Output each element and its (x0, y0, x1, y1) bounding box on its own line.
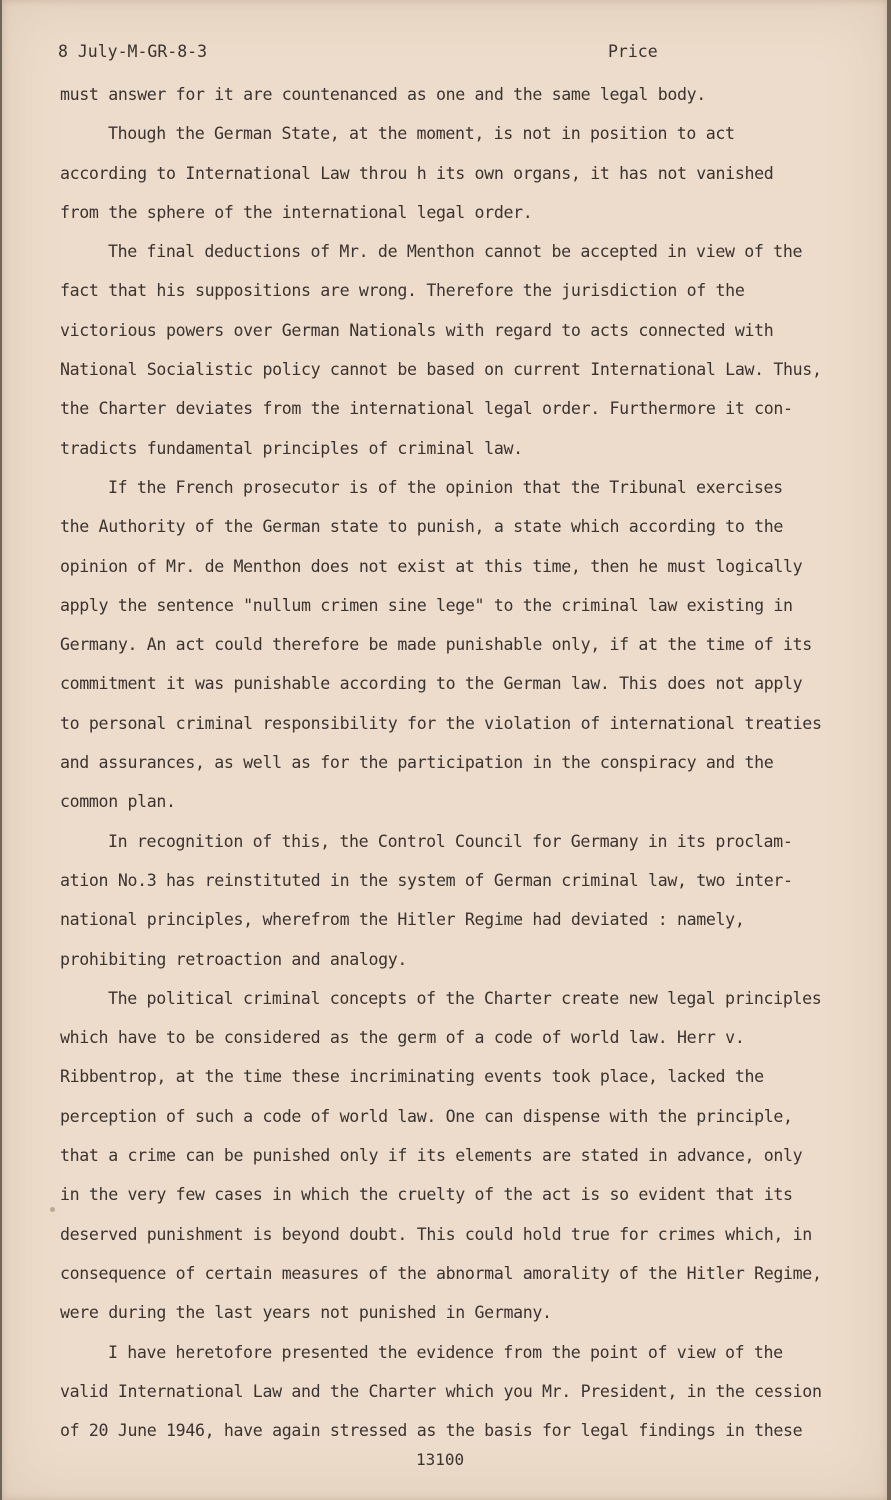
text-line: National Socialistic policy cannot be based on current International Law. Thus, (60, 360, 822, 380)
text-line: apply the sentence "nullum crimen sine lege" to the criminal law existing in (60, 595, 793, 615)
text-line: national principles, wherefrom the Hitler Regime had deviated : namely, (60, 910, 745, 930)
document-page (2, 0, 887, 1500)
text-line: consequence of certain measures of the abnormal amorality of the Hitler Regime, (60, 1263, 822, 1283)
text-line: must answer for it are countenanced as one and the same legal body. (60, 85, 706, 104)
text-line: In recognition of this, the Control Council for Germany in its proclam- (108, 831, 793, 851)
text-line: commitment it was punishable according to the German law. This does not apply (60, 674, 803, 694)
text-line: in the very few cases in which the cruelty of the act is so evident that its (60, 1185, 793, 1205)
document-code: 8 July-M-GR-8-3 (58, 42, 208, 61)
text-line: were during the last years not punished in Germany. (60, 1303, 552, 1323)
text-line: common plan. (60, 792, 176, 812)
text-line: that a crime can be punished only if its elements are stated in advance, only (60, 1146, 803, 1166)
text-line: Germany. An act could therefore be made punishable only, if at the time of its (60, 635, 812, 655)
text-line: ation No.3 has reinstituted in the system of German criminal law, two inter- (60, 870, 793, 890)
text-line: the Charter deviates from the international legal order. Furthermore it con- (60, 399, 793, 419)
text-line: the Authority of the German state to punish, a state which according to the (60, 517, 784, 537)
page-header (58, 42, 827, 66)
text-line: which have to be considered as the germ of a code of world law. Herr v. (60, 1028, 745, 1048)
text-line: Though the German State, at the moment, is not in position to act (108, 124, 735, 144)
text-line: perception of such a code of world law. One can dispense with the principle, (60, 1106, 793, 1126)
text-line: victorious powers over German Nationals with regard to acts connected with (60, 320, 774, 340)
text-line: of 20 June 1946, have again stressed as the basis for legal findings in these (60, 1421, 803, 1441)
text-line: The political criminal concepts of the Charter create new legal principles (108, 988, 822, 1008)
text-line: If the French prosecutor is of the opinion that the Tribunal exercises (108, 477, 783, 497)
page-number: 13100 (416, 1450, 465, 1469)
text-line: tradicts fundamental principles of criminal law. (60, 438, 523, 458)
text-line: The final deductions of Mr. de Menthon cannot be accepted in view of the (108, 242, 803, 262)
text-line: from the sphere of the international legal order. (60, 202, 533, 222)
text-line: opinion of Mr. de Menthon does not exist at this time, then he must logically (60, 556, 803, 576)
transcript-body (60, 80, 840, 1455)
text-line: Ribbentrop, at the time these incriminating events took place, lacked the (60, 1067, 764, 1087)
text-line: valid International Law and the Charter which you Mr. President, in the cession (60, 1381, 822, 1401)
text-line: deserved punishment is beyond doubt. This could hold true for crimes which, in (60, 1224, 812, 1244)
text-line: fact that his suppositions are wrong. Therefore the jurisdiction of the (60, 281, 745, 301)
text-line: prohibiting retroaction and analogy. (60, 949, 408, 969)
text-line: according to International Law throu h its own organs, it has not vanished (60, 163, 774, 183)
punch-hole-mark (50, 1207, 55, 1212)
speaker-name: Price (608, 42, 658, 61)
text-line: and assurances, as well as for the participation in the conspiracy and the (60, 753, 774, 773)
text-line: to personal criminal responsibility for the violation of international treaties (60, 713, 822, 733)
text-line: I have heretofore presented the evidence from the point of view of the (108, 1342, 783, 1362)
